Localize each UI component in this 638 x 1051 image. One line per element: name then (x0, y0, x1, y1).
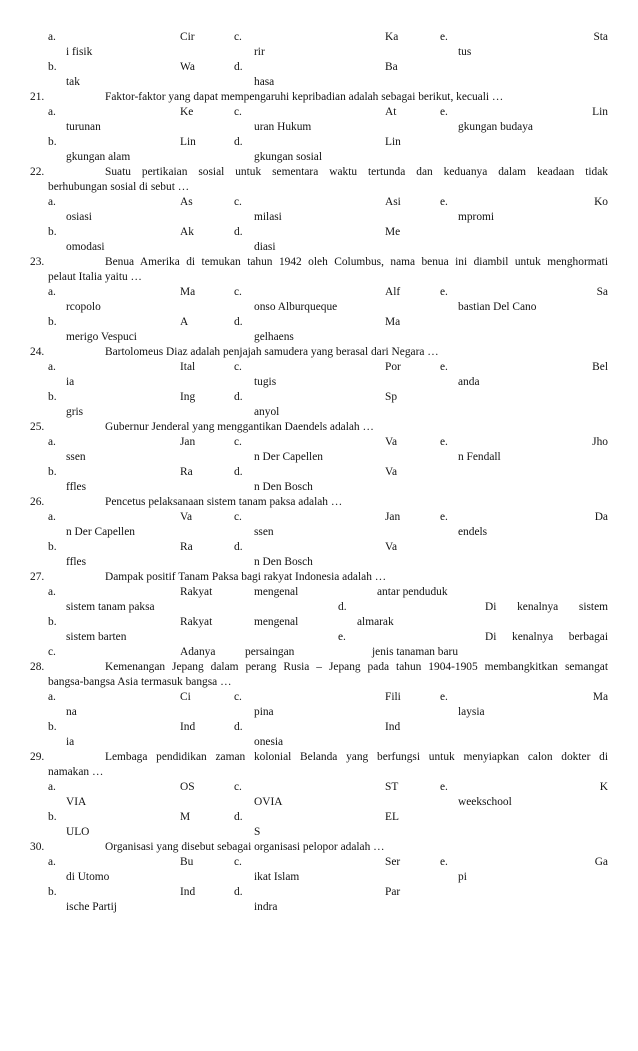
option-e-text-cont: weekschool (458, 796, 512, 808)
option-d-text: Va (385, 466, 398, 478)
option-c-text: Ka (385, 31, 399, 43)
option-e-text: Lin (592, 106, 608, 118)
option-d-letter: d. (234, 886, 243, 898)
option-b-text: Ra (180, 466, 193, 478)
question-text: Bartolomeus Diaz adalah penjajah samudera yang berasal dari Negara … (105, 346, 439, 358)
option-b-text-cont: ULO (66, 826, 90, 838)
option-d-text-cont: diasi (254, 241, 276, 253)
question-text: Benua Amerika di temukan tahun 1942 oleh Columbus, nama benua ini diambil untuk menghormati (105, 256, 608, 268)
option-e-letter: e. (440, 691, 448, 703)
q23-option-row-1-cont (0, 300, 638, 315)
option-a-letter: a. (48, 196, 56, 208)
option-a-letter: a. (48, 586, 56, 598)
option-a-letter: a. (48, 106, 56, 118)
q28-option-row-2-cont (0, 735, 638, 750)
question-number: 21. (30, 91, 45, 103)
option-a-text-cont: turunan (66, 121, 101, 133)
question-29-cont (0, 765, 638, 780)
option-e-text: Jho (592, 436, 608, 448)
question-text: Dampak positif Tanam Paksa bagi rakyat Indonesia adalah … (105, 571, 387, 583)
option-c-text-cont: rir (254, 46, 265, 58)
option-c-letter: c. (234, 781, 242, 793)
option-e-text: K (599, 781, 608, 793)
option-e-text-cont: anda (458, 376, 480, 388)
option-a-text-cont: ssen (66, 451, 86, 463)
option-c-letter: c. (234, 856, 242, 868)
option-c-letter: c. (234, 436, 242, 448)
option-e-letter: e. (440, 286, 448, 298)
question-23 (0, 255, 638, 270)
option-d-text: Ind (385, 721, 401, 733)
option-e-text: Da (594, 511, 608, 523)
option-e-letter: e. (338, 631, 346, 643)
option-b-text: A (180, 316, 189, 328)
option-c-text-cont: milasi (254, 211, 282, 223)
option-d-text-cont: anyol (254, 406, 280, 418)
option-b-text-cont: sistem barten (66, 631, 127, 643)
option-b-letter: b. (48, 721, 57, 733)
option-a-text-cont: VIA (66, 796, 87, 808)
option-e-text-cont: mpromi (458, 211, 495, 223)
option-c-letter: c. (234, 106, 242, 118)
option-b-text-cont: gkungan alam (66, 151, 131, 163)
option-a-text: Rakyat (180, 586, 213, 598)
option-c-text: Alf (385, 286, 401, 298)
option-a-text: Va (180, 511, 193, 523)
option-a-text-3: antar penduduk (377, 586, 448, 598)
option-a-text: As (180, 196, 193, 208)
option-b-letter: b. (48, 226, 57, 238)
option-e-text-cont: n Fendall (458, 451, 501, 463)
option-c-text: Ser (385, 856, 401, 868)
option-b-text: Ing (180, 391, 196, 403)
option-d-text: Va (385, 541, 398, 553)
q22-option-row-1-cont (0, 210, 638, 225)
q21-option-row-2-cont (0, 150, 638, 165)
option-d-text: Ba (385, 61, 398, 73)
option-b-text: Lin (180, 136, 196, 148)
option-c-text-cont: pina (254, 706, 274, 718)
question-22-cont (0, 180, 638, 195)
q26-option-row-1 (0, 510, 638, 525)
option-a-text-cont: na (66, 706, 77, 718)
q24-option-row-1 (0, 360, 638, 375)
q25-option-row-2-cont (0, 480, 638, 495)
option-c-text: At (385, 106, 397, 118)
q25-option-row-2 (0, 465, 638, 480)
option-b-text-cont: ia (66, 736, 75, 748)
option-b-text: Ra (180, 541, 193, 553)
option-b-text: Rakyat (180, 616, 213, 628)
q20-option-row-1-cont (0, 45, 638, 60)
option-d-letter: d. (234, 541, 243, 553)
option-c-letter: c. (234, 286, 242, 298)
q27-option-row-2-cont (0, 630, 638, 645)
question-number: 29. (30, 751, 45, 763)
question-21 (0, 90, 638, 105)
q29-option-row-2 (0, 810, 638, 825)
option-e-text: Ma (592, 691, 608, 703)
q23-option-row-2-cont (0, 330, 638, 345)
option-a-letter: a. (48, 31, 56, 43)
option-b-text-cont: tak (66, 76, 80, 88)
q20-option-row-2 (0, 60, 638, 75)
option-c-text: Por (385, 361, 401, 373)
option-e-letter: e. (440, 781, 448, 793)
option-e-text: Ko (594, 196, 608, 208)
option-d-letter: d. (234, 61, 243, 73)
option-c-letter: c. (234, 361, 242, 373)
option-b-letter: b. (48, 316, 57, 328)
option-a-text-cont: ia (66, 376, 75, 388)
option-c-text-cont: onso Alburqueque (254, 301, 338, 313)
option-d-letter: d. (234, 136, 243, 148)
option-e-text-cont: tus (458, 46, 472, 58)
option-a-text: Ke (180, 106, 194, 118)
option-c-text-cont: ikat Islam (254, 871, 300, 883)
q24-option-row-2 (0, 390, 638, 405)
q28-option-row-2 (0, 720, 638, 735)
question-text-cont: berhubungan sosial di sebut … (48, 181, 190, 193)
option-c-text: Adanya (180, 646, 216, 658)
option-e-letter: e. (440, 361, 448, 373)
option-e-letter: e. (440, 436, 448, 448)
option-a-text: OS (180, 781, 195, 793)
option-c-text: Va (385, 436, 398, 448)
option-a-letter: a. (48, 511, 56, 523)
option-b-letter: b. (48, 616, 57, 628)
option-b-text: Ind (180, 886, 196, 898)
question-25 (0, 420, 638, 435)
option-d-text: Par (385, 886, 401, 898)
option-e-letter: e. (440, 31, 448, 43)
question-text-cont: pelaut Italia yaitu … (48, 271, 142, 283)
q22-option-row-2-cont (0, 240, 638, 255)
option-a-text-cont: rcopolo (66, 301, 101, 313)
option-a-text: Bu (180, 856, 194, 868)
q29-option-row-1 (0, 780, 638, 795)
option-b-text-cont: ische Partij (66, 901, 117, 913)
option-e-text: Bel (592, 361, 608, 373)
option-a-letter: a. (48, 286, 56, 298)
q27-option-row-1-cont (0, 600, 638, 615)
option-b-text: M (180, 811, 191, 823)
option-b-text-cont: merigo Vespuci (66, 331, 137, 343)
option-c-text-cont: ssen (254, 526, 274, 538)
option-b-letter: b. (48, 886, 57, 898)
q22-option-row-2 (0, 225, 638, 240)
option-b-text: Ak (180, 226, 194, 238)
option-c-letter: c. (234, 196, 242, 208)
option-a-text: Cir (180, 31, 195, 43)
option-b-text-2: mengenal (254, 616, 299, 628)
option-e-text: Ga (594, 856, 608, 868)
option-c-letter: c. (48, 646, 56, 658)
option-d-letter: d. (234, 466, 243, 478)
question-22 (0, 165, 638, 180)
option-c-text-cont: OVIA (254, 796, 283, 808)
question-text: Lembaga pendidikan zaman kolonial Belanda yang berfungsi untuk menyiapkan calon dokter di (105, 751, 608, 763)
option-e-letter: e. (440, 511, 448, 523)
option-d-letter: d. (338, 601, 347, 613)
option-c-text-cont: tugis (254, 376, 277, 388)
option-d-letter: d. (234, 721, 243, 733)
option-c-letter: c. (234, 691, 242, 703)
q28-option-row-1 (0, 690, 638, 705)
question-number: 26. (30, 496, 45, 508)
option-c-text: Fili (385, 691, 401, 703)
option-e-text-cont: bastian Del Cano (458, 301, 537, 313)
question-number: 24. (30, 346, 45, 358)
option-d-text: Di kenalnya sistem (485, 601, 608, 613)
option-d-text-cont: hasa (254, 76, 275, 88)
option-d-text-cont: gkungan sosial (254, 151, 323, 163)
option-e-text-cont: gkungan budaya (458, 121, 533, 133)
q27-option-row-1 (0, 585, 638, 600)
option-d-letter: d. (234, 391, 243, 403)
option-e-text-cont: laysia (458, 706, 485, 718)
option-a-text-cont: n Der Capellen (66, 526, 135, 538)
option-a-letter: a. (48, 691, 56, 703)
option-b-letter: b. (48, 541, 57, 553)
q23-option-row-2 (0, 315, 638, 330)
question-number: 28. (30, 661, 45, 673)
question-23-cont (0, 270, 638, 285)
option-c-letter: c. (234, 511, 242, 523)
option-e-text-cont: endels (458, 526, 488, 538)
q29-option-row-2-cont (0, 825, 638, 840)
q25-option-row-1 (0, 435, 638, 450)
option-b-letter: b. (48, 391, 57, 403)
question-text-cont: namakan … (48, 766, 104, 778)
q23-option-row-1 (0, 285, 638, 300)
question-28 (0, 660, 638, 675)
option-e-text-cont: pi (458, 871, 467, 883)
option-a-letter: a. (48, 361, 56, 373)
option-b-letter: b. (48, 466, 57, 478)
option-a-text-2: mengenal (254, 586, 299, 598)
q21-option-row-1 (0, 105, 638, 120)
option-b-letter: b. (48, 811, 57, 823)
q30-option-row-2-cont (0, 900, 638, 915)
option-b-letter: b. (48, 61, 57, 73)
option-a-letter: a. (48, 436, 56, 448)
q27-option-row-3 (0, 645, 638, 660)
question-text: Pencetus pelaksanaan sistem tanam paksa adalah … (105, 496, 343, 508)
question-text: Suatu pertikaian sosial untuk sementara waktu tertunda dan keduanya dalam keadaan tidak (105, 166, 608, 178)
option-a-letter: a. (48, 856, 56, 868)
question-text: Faktor-faktor yang dapat mempengaruhi kepribadian adalah sebagai berikut, kecuali … (105, 91, 504, 103)
option-c-text-2: persaingan (245, 646, 295, 658)
option-d-letter: d. (234, 226, 243, 238)
q21-option-row-2 (0, 135, 638, 150)
question-number: 25. (30, 421, 45, 433)
option-c-text-cont: uran Hukum (254, 121, 312, 133)
option-e-text: Sa (596, 286, 608, 298)
question-24 (0, 345, 638, 360)
option-b-text-3: almarak (357, 616, 394, 628)
option-b-text-cont: ffles (66, 481, 87, 493)
question-text-cont: bangsa-bangsa Asia termasuk bangsa … (48, 676, 232, 688)
option-c-text: Asi (385, 196, 401, 208)
option-a-text-cont: osiasi (66, 211, 92, 223)
option-c-text-cont: n Der Capellen (254, 451, 323, 463)
option-c-text-3: jenis tanaman baru (372, 646, 459, 658)
option-c-text: ST (385, 781, 399, 793)
option-a-text: Jan (180, 436, 196, 448)
option-d-text-cont: S (254, 826, 261, 838)
option-a-text: Ital (180, 361, 196, 373)
question-29 (0, 750, 638, 765)
option-b-text: Ind (180, 721, 196, 733)
option-d-text: Me (385, 226, 401, 238)
option-c-text: Jan (385, 511, 401, 523)
option-d-text: Ma (385, 316, 401, 328)
question-text: Kemenangan Jepang dalam perang Rusia – Jepang pada tahun 1904-1905 membangkitkan semangat (105, 661, 608, 673)
option-e-text: Sta (593, 31, 608, 43)
q30-option-row-2 (0, 885, 638, 900)
question-26 (0, 495, 638, 510)
question-27 (0, 570, 638, 585)
q20-option-row-1 (0, 30, 638, 45)
option-b-text-cont: omodasi (66, 241, 105, 253)
question-number: 27. (30, 571, 45, 583)
q29-option-row-1-cont (0, 795, 638, 810)
question-number: 22. (30, 166, 45, 178)
q22-option-row-1 (0, 195, 638, 210)
q27-option-row-2 (0, 615, 638, 630)
option-d-text-cont: onesia (254, 736, 284, 748)
option-b-text: Wa (180, 61, 195, 73)
option-d-text-cont: n Den Bosch (254, 556, 313, 568)
q21-option-row-1-cont (0, 120, 638, 135)
question-text: Organisasi yang disebut sebagai organisasi pelopor adalah … (105, 841, 385, 853)
q26-option-row-2-cont (0, 555, 638, 570)
q20-option-row-2-cont (0, 75, 638, 90)
q26-option-row-2 (0, 540, 638, 555)
q30-option-row-1 (0, 855, 638, 870)
option-d-text-cont: gelhaens (254, 331, 294, 343)
option-e-letter: e. (440, 106, 448, 118)
option-e-text: Di kenalnya berbagai (485, 631, 608, 643)
q25-option-row-1-cont (0, 450, 638, 465)
option-b-text-cont: gris (66, 406, 84, 418)
question-number: 23. (30, 256, 45, 268)
q24-option-row-1-cont (0, 375, 638, 390)
option-e-letter: e. (440, 196, 448, 208)
option-d-text-cont: indra (254, 901, 278, 913)
option-b-letter: b. (48, 136, 57, 148)
option-c-letter: c. (234, 31, 242, 43)
option-a-text-cont: sistem tanam paksa (66, 601, 155, 613)
question-30 (0, 840, 638, 855)
option-d-text: EL (385, 811, 399, 823)
question-number: 30. (30, 841, 45, 853)
option-d-text-cont: n Den Bosch (254, 481, 313, 493)
option-a-text-cont: di Utomo (66, 871, 110, 883)
q28-option-row-1-cont (0, 705, 638, 720)
q26-option-row-1-cont (0, 525, 638, 540)
option-a-text-cont: i fisik (66, 46, 93, 58)
option-d-letter: d. (234, 811, 243, 823)
question-28-cont (0, 675, 638, 690)
option-a-text: Ci (180, 691, 191, 703)
option-a-letter: a. (48, 781, 56, 793)
option-e-letter: e. (440, 856, 448, 868)
q24-option-row-2-cont (0, 405, 638, 420)
option-d-letter: d. (234, 316, 243, 328)
option-a-text: Ma (180, 286, 196, 298)
option-d-text: Sp (385, 391, 398, 403)
option-d-text: Lin (385, 136, 401, 148)
q30-option-row-1-cont (0, 870, 638, 885)
option-b-text-cont: ffles (66, 556, 87, 568)
question-text: Gubernur Jenderal yang menggantikan Daendels adalah … (105, 421, 374, 433)
